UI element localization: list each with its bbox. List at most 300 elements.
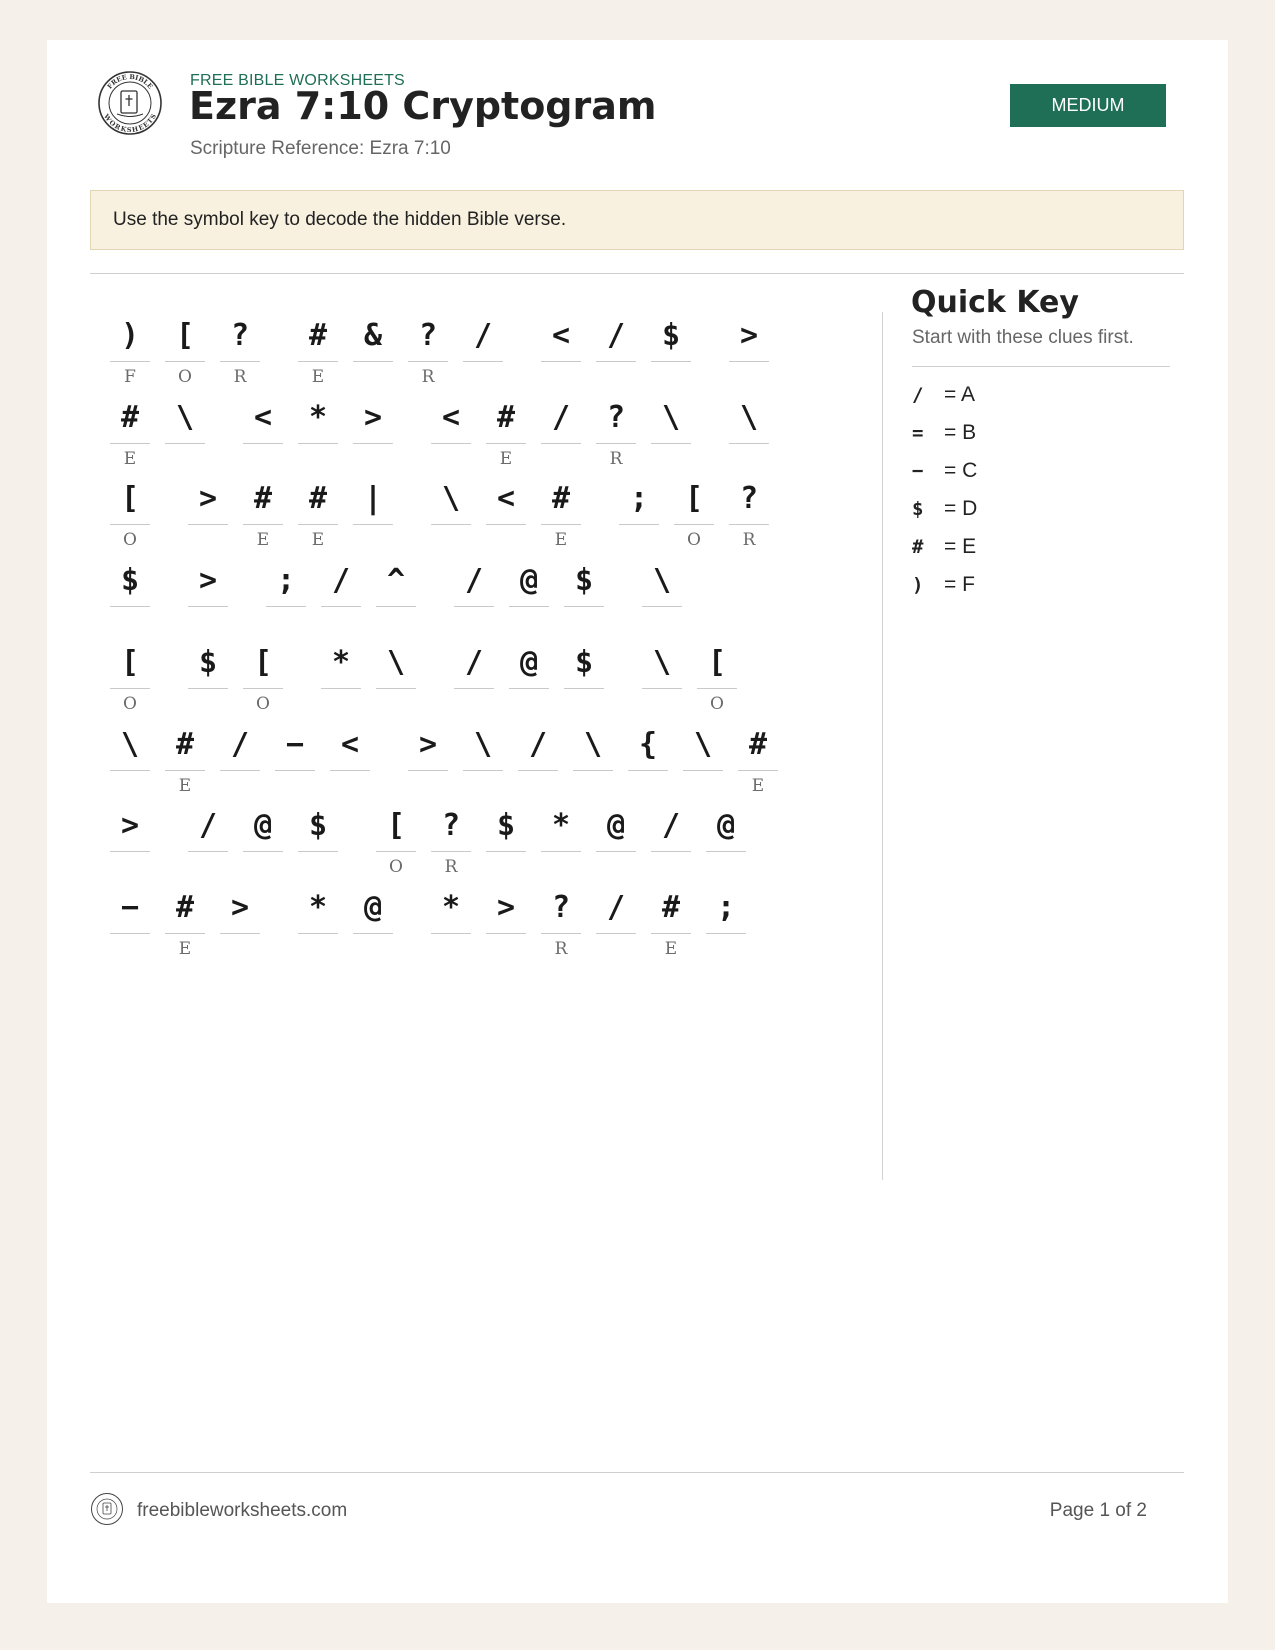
answer-letter	[651, 449, 691, 469]
answer-letter	[596, 367, 636, 387]
cipher-symbol: @	[716, 808, 736, 844]
cipher-cell	[220, 305, 260, 391]
cipher-symbol: ?	[606, 399, 626, 435]
answer-blank[interactable]	[165, 933, 205, 934]
cipher-cell	[486, 795, 526, 881]
answer-letter: R	[233, 367, 247, 387]
cipher-cell	[454, 632, 494, 718]
quick-key-divider	[912, 366, 1170, 367]
answer-blank[interactable]	[541, 361, 581, 362]
cipher-symbol: <	[340, 726, 360, 762]
answer-letter	[330, 776, 370, 796]
answer-letter	[619, 530, 659, 550]
answer-letter	[431, 939, 471, 959]
answer-letter	[110, 857, 150, 877]
answer-blank[interactable]	[376, 606, 416, 607]
cipher-cell	[188, 550, 228, 636]
answer-letter	[541, 449, 581, 469]
scripture-reference: Scripture Reference: Ezra 7:10	[190, 138, 451, 159]
cipher-symbol: $	[574, 644, 594, 680]
cipher-cell	[541, 305, 581, 391]
quick-key-title: Quick Key	[911, 285, 1079, 320]
answer-letter	[188, 612, 228, 632]
answer-blank[interactable]	[353, 443, 393, 444]
answer-blank[interactable]	[596, 361, 636, 362]
cipher-symbol: /	[473, 318, 493, 353]
answer-letter	[463, 776, 503, 796]
cipher-symbol: *	[441, 889, 461, 925]
cipher-symbol: |	[363, 481, 383, 517]
answer-blank[interactable]	[110, 606, 150, 607]
cipher-symbol: \	[739, 399, 759, 435]
answer-blank[interactable]	[674, 524, 714, 525]
cipher-cell	[243, 795, 283, 881]
answer-blank[interactable]	[729, 361, 769, 362]
answer-letter	[376, 612, 416, 632]
answer-blank[interactable]	[266, 606, 306, 607]
answer-blank[interactable]	[298, 361, 338, 362]
answer-blank[interactable]	[110, 361, 150, 362]
answer-blank[interactable]	[697, 688, 737, 689]
cipher-symbol: $	[574, 563, 594, 599]
cipher-symbol: >	[120, 808, 140, 844]
answer-letter	[353, 939, 393, 959]
answer-letter	[509, 612, 549, 632]
answer-letter	[110, 612, 150, 632]
cipher-symbol: /	[661, 808, 681, 844]
cipher-cell	[628, 714, 668, 800]
answer-letter	[596, 857, 636, 877]
answer-letter: O	[123, 530, 137, 551]
answer-blank[interactable]	[706, 851, 746, 852]
answer-blank[interactable]	[110, 524, 150, 525]
cipher-cell	[509, 632, 549, 718]
answer-blank[interactable]	[220, 361, 260, 362]
cipher-cell	[353, 387, 393, 473]
cipher-symbol: @	[519, 563, 539, 599]
cipher-symbol: {	[638, 726, 658, 762]
cipher-symbol: /	[551, 399, 571, 435]
page-title: Ezra 7:10 Cryptogram	[189, 84, 657, 128]
answer-letter	[220, 776, 260, 796]
answer-blank[interactable]	[509, 688, 549, 689]
answer-blank[interactable]	[321, 606, 361, 607]
cipher-cell	[729, 387, 769, 473]
cipher-cell	[408, 714, 448, 800]
cipher-cell	[110, 632, 150, 718]
answer-blank[interactable]	[454, 688, 494, 689]
answer-letter: R	[609, 448, 623, 469]
cipher-symbol: *	[331, 644, 351, 680]
cipher-symbol: >	[418, 726, 438, 762]
answer-blank[interactable]	[651, 361, 691, 362]
cipher-cell	[642, 632, 682, 718]
answer-letter: O	[178, 367, 192, 387]
answer-blank[interactable]	[243, 688, 283, 689]
answer-blank[interactable]	[298, 443, 338, 444]
instruction-text: Use the symbol key to decode the hidden Bible verse.	[113, 209, 567, 230]
quick-key-item	[912, 532, 1112, 562]
cipher-symbol: #	[120, 399, 140, 435]
difficulty-badge: MEDIUM	[1010, 84, 1166, 127]
answer-letter	[298, 939, 338, 959]
cipher-cell	[651, 877, 691, 963]
answer-letter: O	[123, 693, 137, 714]
answer-blank[interactable]	[573, 770, 613, 771]
answer-blank[interactable]	[376, 688, 416, 689]
answer-blank[interactable]	[642, 688, 682, 689]
cipher-symbol: ?	[418, 318, 438, 353]
cipher-cell	[110, 387, 150, 473]
answer-letter: R	[742, 530, 756, 551]
cipher-symbol: [	[175, 318, 195, 353]
answer-letter: E	[178, 938, 192, 959]
answer-blank[interactable]	[541, 524, 581, 525]
cipher-symbol: ?	[230, 318, 250, 353]
quick-key-symbol: /	[912, 384, 924, 406]
cipher-symbol: /	[606, 889, 626, 925]
answer-blank[interactable]	[651, 851, 691, 852]
cipher-cell	[697, 632, 737, 718]
cipher-symbol: #	[748, 726, 768, 762]
cipher-symbol: >	[198, 481, 218, 517]
answer-blank[interactable]	[165, 770, 205, 771]
cipher-cell	[683, 714, 723, 800]
cipher-cell	[564, 550, 604, 636]
cipher-symbol: \	[441, 481, 461, 517]
answer-blank[interactable]	[321, 688, 361, 689]
answer-letter	[541, 367, 581, 387]
answer-blank[interactable]	[564, 688, 604, 689]
answer-letter	[220, 939, 260, 959]
cipher-symbol: >	[739, 318, 759, 353]
answer-blank[interactable]	[642, 606, 682, 607]
answer-letter	[729, 367, 769, 387]
answer-blank[interactable]	[651, 443, 691, 444]
cipher-symbol: #	[308, 318, 328, 353]
cipher-cell	[738, 714, 778, 800]
answer-blank[interactable]	[220, 770, 260, 771]
cipher-symbol: /	[464, 563, 484, 599]
cipher-symbol: #	[308, 481, 328, 517]
cipher-cell	[642, 550, 682, 636]
answer-letter	[298, 857, 338, 877]
answer-blank[interactable]	[275, 770, 315, 771]
cipher-symbol: @	[363, 889, 383, 925]
answer-blank[interactable]	[165, 361, 205, 362]
cipher-symbol: [	[120, 481, 140, 517]
cipher-symbol: ?	[739, 481, 759, 517]
answer-blank[interactable]	[486, 443, 526, 444]
cipher-symbol: #	[551, 481, 571, 517]
answer-letter	[431, 530, 471, 550]
cipher-cell	[596, 305, 636, 391]
answer-letter	[706, 857, 746, 877]
cipher-symbol: $	[496, 808, 516, 844]
answer-blank[interactable]	[486, 524, 526, 525]
cipher-cell	[564, 632, 604, 718]
answer-blank[interactable]	[541, 933, 581, 934]
answer-letter	[321, 612, 361, 632]
answer-letter	[729, 449, 769, 469]
cipher-symbol: >	[496, 889, 516, 925]
cipher-cell	[165, 877, 205, 963]
answer-blank[interactable]	[220, 933, 260, 934]
cipher-cell	[298, 387, 338, 473]
answer-letter	[463, 367, 503, 387]
cipher-cell	[110, 877, 150, 963]
footer-logo-icon	[90, 1492, 124, 1526]
cipher-symbol: /	[230, 726, 250, 762]
answer-blank[interactable]	[243, 443, 283, 444]
quick-key-value: = D	[944, 497, 978, 520]
quick-key-value: = B	[944, 421, 977, 444]
cipher-cell	[431, 387, 471, 473]
cipher-cell	[541, 387, 581, 473]
answer-blank[interactable]	[431, 933, 471, 934]
cipher-symbol: $	[120, 563, 140, 599]
answer-blank[interactable]	[486, 851, 526, 852]
cipher-symbol: $	[198, 644, 218, 680]
answer-letter: O	[687, 530, 701, 551]
answer-letter	[298, 449, 338, 469]
cipher-cell	[706, 795, 746, 881]
answer-blank[interactable]	[298, 933, 338, 934]
quick-key-item	[912, 494, 1112, 524]
cipher-cell	[729, 468, 769, 554]
cipher-cell	[431, 468, 471, 554]
answer-blank[interactable]	[188, 688, 228, 689]
footer-website: freebibleworksheets.com	[137, 1500, 348, 1521]
answer-blank[interactable]	[165, 443, 205, 444]
svg-text:FREE BIBLE: FREE BIBLE	[105, 72, 155, 91]
answer-blank[interactable]	[298, 524, 338, 525]
cipher-cell	[541, 468, 581, 554]
cipher-cell	[431, 795, 471, 881]
answer-letter	[642, 612, 682, 632]
cipher-cell	[353, 468, 393, 554]
answer-blank[interactable]	[651, 933, 691, 934]
cipher-symbol: /	[198, 808, 218, 844]
cipher-symbol: #	[496, 399, 516, 435]
cipher-cell	[486, 468, 526, 554]
answer-letter	[353, 530, 393, 550]
answer-letter	[573, 776, 613, 796]
cipher-cell	[376, 632, 416, 718]
cipher-symbol: <	[441, 399, 461, 435]
cipher-symbol: [	[684, 481, 704, 517]
answer-blank[interactable]	[110, 770, 150, 771]
cipher-cell	[353, 877, 393, 963]
cipher-symbol: *	[308, 889, 328, 925]
cipher-symbol: )	[120, 318, 140, 353]
cipher-symbol: [	[707, 644, 727, 680]
footer-divider	[90, 1472, 1184, 1473]
answer-blank[interactable]	[486, 933, 526, 934]
quick-key-symbol: −	[912, 460, 924, 482]
cipher-cell	[321, 550, 361, 636]
answer-letter	[266, 612, 306, 632]
answer-letter: E	[123, 448, 137, 469]
answer-letter: R	[421, 367, 435, 387]
answer-letter	[454, 694, 494, 714]
answer-blank[interactable]	[188, 851, 228, 852]
answer-blank[interactable]	[463, 770, 503, 771]
answer-letter	[188, 857, 228, 877]
cipher-cell	[110, 714, 150, 800]
cipher-cell	[165, 305, 205, 391]
answer-letter	[651, 857, 691, 877]
quick-key-item	[912, 570, 1112, 600]
answer-letter: E	[311, 367, 325, 387]
cipher-cell	[188, 632, 228, 718]
cipher-symbol: /	[528, 726, 548, 762]
answer-blank[interactable]	[628, 770, 668, 771]
answer-letter: E	[499, 448, 513, 469]
cipher-cell	[431, 877, 471, 963]
cipher-symbol: <	[496, 481, 516, 517]
answer-letter: E	[751, 775, 765, 796]
cipher-cell	[165, 387, 205, 473]
answer-blank[interactable]	[706, 933, 746, 934]
answer-blank[interactable]	[243, 851, 283, 852]
cipher-cell	[298, 305, 338, 391]
answer-blank[interactable]	[110, 443, 150, 444]
cipher-symbol: $	[661, 318, 681, 353]
cipher-cell	[188, 795, 228, 881]
answer-letter	[376, 694, 416, 714]
answer-blank[interactable]	[454, 606, 494, 607]
answer-letter	[564, 694, 604, 714]
cipher-symbol: <	[253, 399, 273, 435]
answer-letter	[651, 367, 691, 387]
cipher-cell	[541, 795, 581, 881]
answer-blank[interactable]	[541, 851, 581, 852]
answer-letter	[165, 449, 205, 469]
answer-blank[interactable]	[330, 770, 370, 771]
page-number: Page 1 of 2	[1049, 1500, 1147, 1521]
cipher-cell	[486, 877, 526, 963]
quick-key-value: = C	[944, 459, 978, 482]
cipher-cell	[220, 877, 260, 963]
answer-blank[interactable]	[596, 443, 636, 444]
answer-blank[interactable]	[353, 933, 393, 934]
cipher-cell	[298, 468, 338, 554]
cipher-cell	[110, 795, 150, 881]
answer-blank[interactable]	[564, 606, 604, 607]
answer-letter: O	[389, 857, 403, 878]
svg-text:WORKSHEETS: WORKSHEETS	[102, 112, 158, 135]
answer-blank[interactable]	[353, 524, 393, 525]
cipher-cell	[518, 714, 558, 800]
cipher-cell	[706, 877, 746, 963]
answer-letter	[454, 612, 494, 632]
answer-blank[interactable]	[376, 851, 416, 852]
quick-key-subtitle: Start with these clues first.	[912, 327, 1134, 348]
answer-letter	[243, 857, 283, 877]
answer-blank[interactable]	[408, 361, 448, 362]
answer-blank[interactable]	[596, 933, 636, 934]
answer-letter	[353, 449, 393, 469]
answer-blank[interactable]	[509, 606, 549, 607]
answer-blank[interactable]	[188, 524, 228, 525]
quick-key-symbol: )	[912, 574, 924, 596]
answer-letter: E	[664, 938, 678, 959]
cipher-symbol: #	[175, 726, 195, 762]
cipher-symbol: −	[120, 889, 140, 925]
quick-key-value: = A	[944, 383, 975, 406]
answer-blank[interactable]	[619, 524, 659, 525]
cipher-cell	[509, 550, 549, 636]
answer-blank[interactable]	[683, 770, 723, 771]
quick-key-item	[912, 418, 1112, 448]
cipher-cell	[165, 714, 205, 800]
answer-blank[interactable]	[408, 770, 448, 771]
cipher-symbol: /	[331, 563, 351, 599]
answer-blank[interactable]	[518, 770, 558, 771]
cipher-symbol: >	[198, 563, 218, 599]
answer-blank[interactable]	[188, 606, 228, 607]
cipher-symbol: \	[693, 726, 713, 762]
answer-blank[interactable]	[463, 361, 503, 362]
column-divider	[882, 312, 883, 1180]
answer-letter	[541, 857, 581, 877]
cipher-symbol: [	[120, 644, 140, 680]
cipher-cell	[110, 468, 150, 554]
answer-blank[interactable]	[596, 851, 636, 852]
cipher-symbol: >	[363, 399, 383, 435]
cipher-symbol: &	[363, 318, 383, 353]
cipher-cell	[243, 632, 283, 718]
cipher-cell	[243, 468, 283, 554]
cipher-cell	[353, 305, 393, 391]
answer-letter: R	[444, 857, 458, 878]
answer-blank[interactable]	[729, 524, 769, 525]
answer-letter	[353, 367, 393, 387]
cipher-cell	[596, 877, 636, 963]
answer-blank[interactable]	[431, 443, 471, 444]
answer-blank[interactable]	[110, 688, 150, 689]
cipher-cell	[275, 714, 315, 800]
cipher-symbol: *	[551, 808, 571, 844]
answer-blank[interactable]	[729, 443, 769, 444]
answer-blank[interactable]	[541, 443, 581, 444]
answer-blank[interactable]	[110, 933, 150, 934]
answer-blank[interactable]	[353, 361, 393, 362]
answer-letter	[188, 694, 228, 714]
cipher-symbol: ^	[386, 563, 406, 599]
answer-letter	[683, 776, 723, 796]
answer-letter	[110, 939, 150, 959]
answer-blank[interactable]	[298, 851, 338, 852]
cipher-cell	[376, 550, 416, 636]
cipher-symbol: $	[308, 808, 328, 844]
cipher-symbol: #	[175, 889, 195, 925]
answer-letter	[628, 776, 668, 796]
answer-blank[interactable]	[738, 770, 778, 771]
answer-blank[interactable]	[243, 524, 283, 525]
answer-letter: E	[554, 530, 568, 551]
answer-letter	[596, 939, 636, 959]
answer-blank[interactable]	[431, 851, 471, 852]
answer-letter: E	[311, 530, 325, 551]
cipher-cell	[408, 305, 448, 391]
answer-blank[interactable]	[110, 851, 150, 852]
quick-key-item	[912, 380, 1112, 410]
cipher-cell	[243, 387, 283, 473]
answer-blank[interactable]	[431, 524, 471, 525]
cipher-symbol: \	[652, 563, 672, 599]
